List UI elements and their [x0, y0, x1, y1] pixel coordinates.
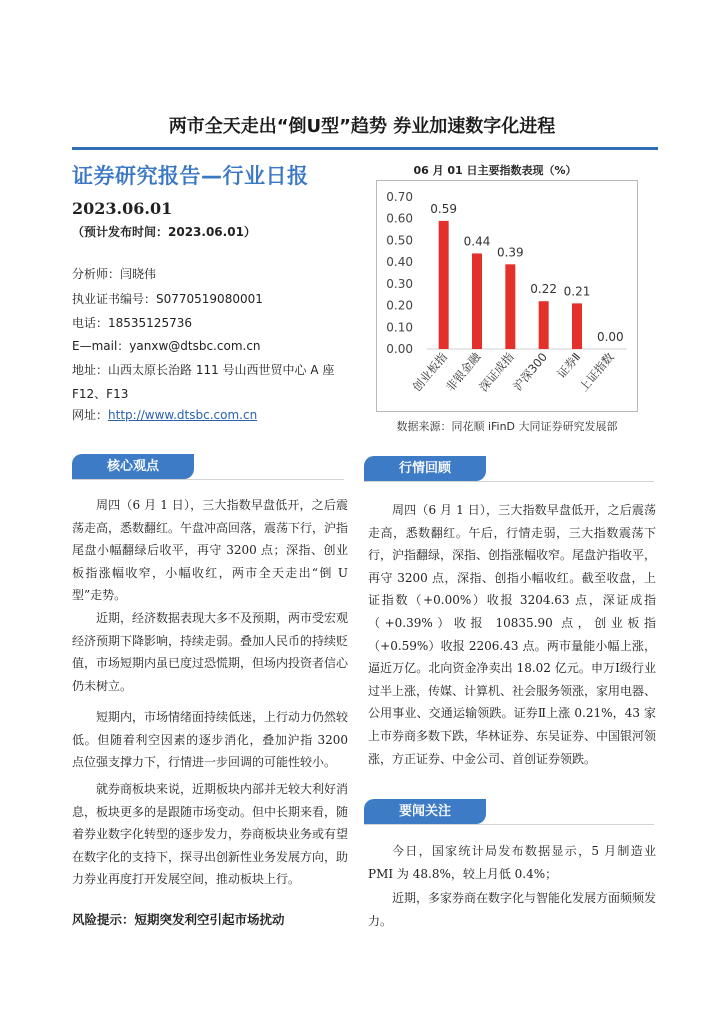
core-paragraph-4: 就券商板块来说，近期板块内部并无较大利好消息，板块更多的是跟随市场变动。但中长期来看，随着券业数字化转型的逐步发力，券商板块业务或有望在数字化的支持下，探寻出创新性业务发展方向，助力券业再度打开发展空间，推动板块上行。 [72, 782, 349, 887]
website-link[interactable]: http://www.dtsbc.com.cn [108, 408, 258, 422]
website-row [72, 406, 257, 423]
report-type: 证券研究报告—行业日报 [72, 164, 309, 188]
x-tick-label: 深证成指 [476, 349, 517, 395]
data-label: 0.22 [530, 282, 558, 297]
publish-time: （预计发布时间：2023.06.01） [72, 225, 256, 239]
analyst-email: E—mail：yanxw@dtsbc.com.cn [72, 339, 261, 353]
data-label: 0.39 [496, 245, 524, 260]
section-divider [364, 824, 654, 825]
analyst-phone: 电话：18535125736 [72, 316, 192, 330]
core-paragraph-3: 短期内，市场情绪面持续低迷，上行动力仍然较低。但随着利空因素的逐步消化，叠加沪指 3200 点位强支撑力下，行情进一步回调的可能性较小。 [72, 710, 349, 770]
data-label: 0.44 [463, 234, 491, 249]
section-market-heading: 行情回顾 [364, 456, 486, 481]
y-tick-label: 0.30 [386, 276, 413, 291]
y-tick-label: 0.00 [386, 342, 413, 356]
analyst-cert: 执业证书编号：S0770519080001 [72, 292, 263, 306]
y-tick-label: 0.60 [386, 211, 413, 226]
chart-source: 数据来源：同花顺 iFinD 大同证券研究发展部 [396, 420, 618, 433]
y-tick-label: 0.40 [386, 255, 413, 270]
title-divider [72, 147, 658, 150]
x-tick-label: 创业板指 [409, 349, 450, 395]
section-divider [364, 481, 654, 482]
section-news-heading: 要闻关注 [364, 799, 486, 824]
section-core-heading: 核心观点 [72, 454, 194, 479]
risk-warning: 风险提示：短期突发利空引起市场扰动 [72, 912, 285, 927]
core-paragraph-1: 周四（6 月 1 日），三大指数早盘低开，之后震荡走高，悉数翻红。午盘冲高回落，震荡下行，沪指尾盘小幅翻绿后收平，再守 3200 点；深指、创业板指涨幅收窄，小幅收红，两市全天走出“倒 U 型”走势。 [72, 498, 349, 603]
analyst-name: 分析师：闫晓伟 [72, 267, 157, 281]
y-tick-label: 0.70 [386, 190, 413, 204]
x-tick-label: 证券Ⅱ [554, 349, 584, 381]
bar [572, 303, 582, 349]
report-date: 2023.06.01 [72, 199, 173, 218]
bar [505, 264, 515, 349]
chart-title: 06 月 01 日主要指数表现（%） [413, 164, 577, 177]
bar [439, 221, 449, 349]
y-tick-label: 0.50 [386, 233, 413, 248]
bar-chart [377, 181, 637, 411]
x-tick-label: 非银金融 [443, 349, 484, 395]
market-paragraph: 周四（6 月 1 日），三大指数早盘低开，之后震荡走高，悉数翻红。午后，行情走弱，三大指数震荡下行，沪指翻绿，深指、创指涨幅收窄。尾盘沪指收平，再守 3200 点，深指、创指小幅收红。截至收盘，上证指数（+0.00%）收报 3204.63 点，深证成指（+0.39%）收报 10835.90 点，创业板指（+0.59%）收报 2206.43 点。两市量能小幅上涨，逼近万亿。北向资金净卖出 18.02 亿元。申万Ⅰ级行业过半上涨，传媒、计算机、社会服务领涨，家用电器、公用事业、交通运输领跌。证券Ⅱ上涨 0.21%，43 家上市券商多数下跌，华林证券、东吴证券、中国银河领涨，方正证券、中金公司、首创证券领跌。 [368, 503, 657, 766]
chart-frame [376, 180, 638, 412]
y-tick-label: 0.10 [386, 320, 413, 335]
address-line1: 地址：山西太原长治路 111 号山西世贸中心 A 座 [72, 363, 335, 377]
bar [539, 301, 549, 349]
x-tick-label: 上证指数 [576, 349, 617, 395]
news-paragraph-1: 今日，国家统计局发布数据显示，5 月制造业 PMI 为 48.8%，较上月低 0.4%； [368, 844, 656, 881]
address-line2: F12、F13 [72, 387, 129, 401]
x-tick-label: 沪深300 [510, 349, 550, 394]
data-label: 0.21 [563, 284, 591, 299]
y-tick-label: 0.20 [386, 298, 413, 313]
data-label: 0.00 [596, 330, 624, 344]
report-title: 两市全天走出“倒U型”趋势 券业加速数字化进程 [168, 116, 556, 137]
bar [472, 253, 482, 349]
data-label: 0.59 [430, 201, 458, 216]
section-divider [72, 479, 344, 480]
news-paragraph-2: 近期，多家券商在数字化与智能化发展方面频频发力。 [368, 891, 657, 928]
core-paragraph-2: 近期，经济数据表现大多不及预期，两市受宏观经济预期下降影响，持续走弱。叠加人民币的持续贬值，市场短期内虽已度过恐慌期，但场内投资者信心仍未树立。 [72, 611, 349, 693]
website-label: 网址： [72, 408, 109, 422]
